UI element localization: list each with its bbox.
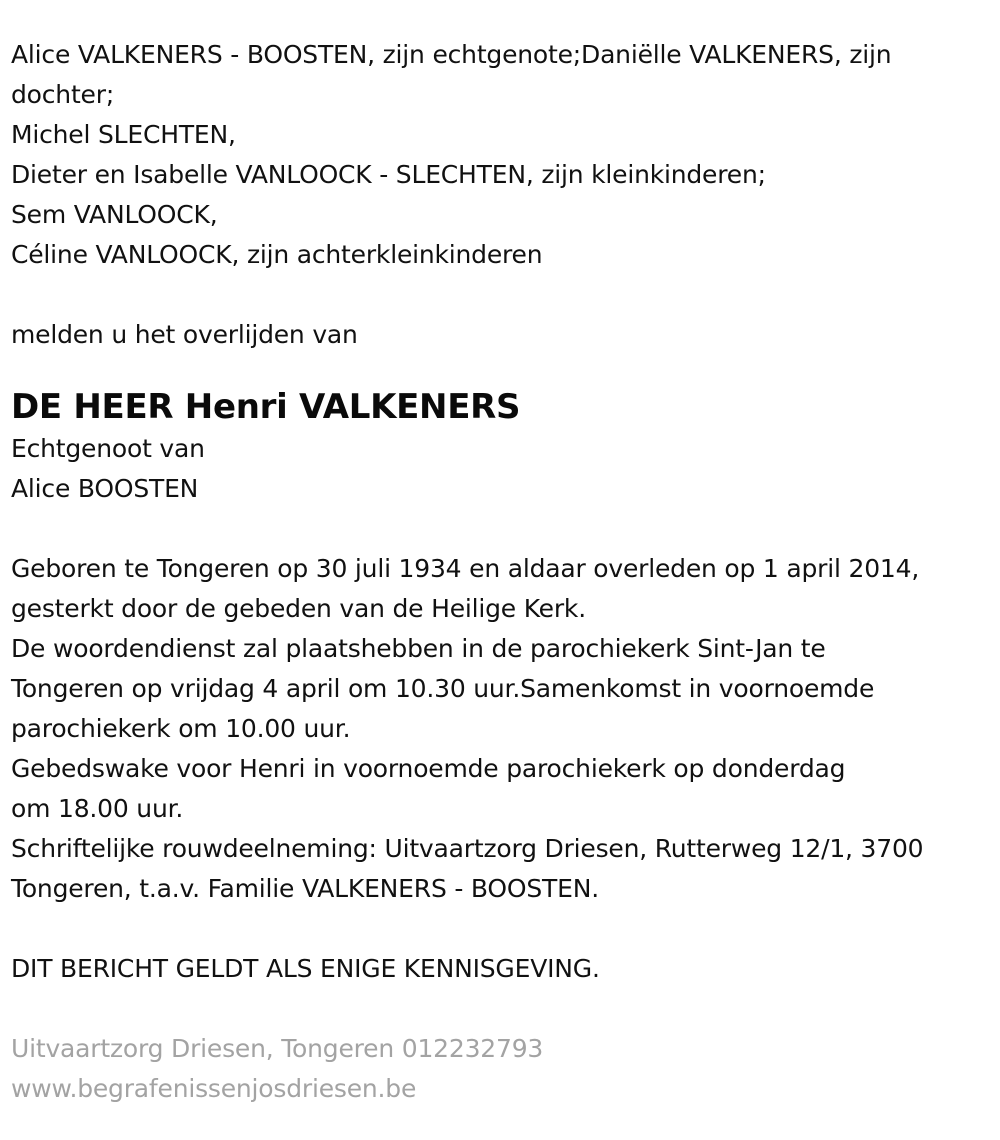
spacer — [11, 509, 989, 549]
family-line: Michel SLECHTEN, — [11, 120, 236, 149]
details-line: gesterkt door de gebeden van de Heilige Kerk. — [11, 594, 586, 623]
details-block — [11, 549, 989, 909]
details-line: Geboren te Tongeren op 30 juli 1934 en aldaar overleden op 1 april 2014, — [11, 554, 920, 583]
website-link[interactable]: www.begrafenissenjosdriesen.be — [11, 1074, 417, 1103]
details-line: Tongeren op vrijdag 4 april om 10.30 uur.Samenkomst in voornoemde — [11, 674, 875, 703]
family-line: Sem VANLOOCK, — [11, 200, 218, 229]
family-line: Alice VALKENERS - BOOSTEN, zijn echtgenote;Daniëlle VALKENERS, zijn — [11, 40, 892, 69]
family-line: Céline VANLOOCK, zijn achterkleinkinderen — [11, 240, 543, 269]
spouse-name: Alice BOOSTEN — [11, 474, 199, 503]
funeral-home-contact: Uitvaartzorg Driesen, Tongeren 012232793 — [11, 1034, 544, 1063]
family-line: dochter; — [11, 80, 115, 109]
details-line: De woordendienst zal plaatshebben in de parochiekerk Sint-Jan te — [11, 634, 826, 663]
family-list — [11, 35, 989, 275]
announcement-text: melden u het overlijden van — [11, 320, 358, 349]
details-line: parochiekerk om 10.00 uur. — [11, 714, 351, 743]
details-line: Tongeren, t.a.v. Familie VALKENERS - BOOSTEN. — [11, 874, 599, 903]
details-line: om 18.00 uur. — [11, 794, 184, 823]
notice-text: DIT BERICHT GELDT ALS ENIGE KENNISGEVING. — [11, 954, 600, 983]
deceased-name: DE HEER Henri VALKENERS — [11, 387, 521, 427]
footer — [11, 1029, 989, 1109]
family-line: Dieter en Isabelle VANLOOCK - SLECHTEN, zijn kleinkinderen; — [11, 160, 766, 189]
spouse-label: Echtgenoot van — [11, 434, 205, 463]
spacer — [11, 275, 989, 315]
details-line: Gebedswake voor Henri in voornoemde parochiekerk op donderdag — [11, 754, 846, 783]
spacer — [11, 989, 989, 1029]
spacer — [11, 909, 989, 949]
details-line: Schriftelijke rouwdeelneming: Uitvaartzorg Driesen, Rutterweg 12/1, 3700 — [11, 834, 924, 863]
